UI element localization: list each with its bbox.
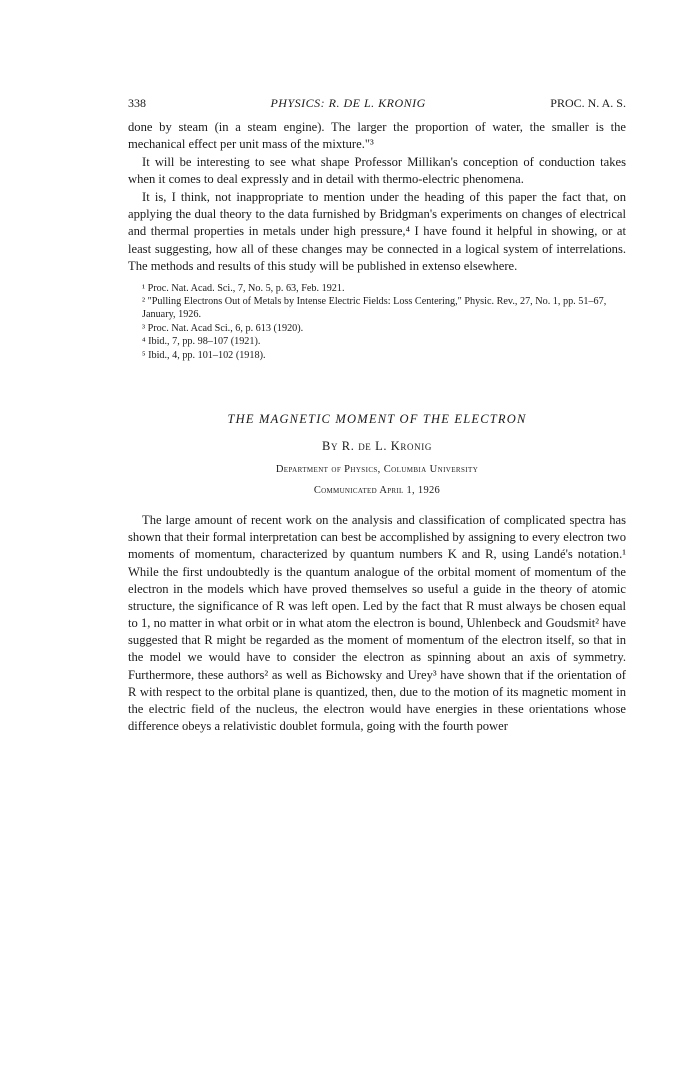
article-title: THE MAGNETIC MOMENT OF THE ELECTRON — [227, 412, 527, 427]
journal-page — [128, 96, 626, 735]
article-communicated-date: Communicated April 1, 1926 — [313, 485, 441, 497]
running-head-title: PHYSICS: R. DE L. KRONIG — [270, 96, 426, 110]
article-affiliation: Department of Physics, Columbia University — [275, 464, 479, 476]
journal-abbreviation: PROC. N. A. S. — [550, 96, 626, 110]
footnote: ⁵ Ibid., 4, pp. 101–102 (1918). — [142, 349, 266, 361]
footnote: ¹ Proc. Nat. Acad. Sci., 7, No. 5, p. 63, Feb. 1921. — [142, 282, 345, 294]
prev-article-paragraph: It will be interesting to see what shape Professor Millikan's conception of conduction takes when it comes to deal expressly and in detail with thermo-electric phenomena. — [128, 154, 626, 187]
page-number: 338 — [128, 96, 146, 110]
article-byline: By R. de L. Kronig — [322, 439, 432, 454]
running-head — [128, 96, 626, 111]
article-body-paragraph: The large amount of recent work on the analysis and classification of complicated spectra has shown that their formal interpretation can best be accomplished by assigning to every electron two moments of momentum, characterized by quantum numbers K and R, using Landé's notation.¹ While the first undoubtedly is the quantum analogue of the orbital moment of momentum of the electron in the models which have proved themselves so useful a guide in the theory of atomic structure, the significance of R was left open. Led by the fact that R must always be chosen equal to 1, no matter in what orbit or in what atom the electron is bound, Uhlenbeck and Goudsmit² have suggested that R might be regarded as the moment of momentum of the electron itself, so that in the model we would have to consider the electron as spinning about an axis of symmetry. Furthermore, these authors² as well as Bichowsky and Urey³ have shown that if the orientation of R with respect to the orbital plane is quantized, then, due to the motion of its magnetic moment in the electric field of the nucleus, the electron would have energies in these orientations whose difference obeys a relativistic doublet formula, going with the fourth power — [128, 513, 626, 733]
article-body — [128, 512, 626, 735]
footnote: ⁴ Ibid., 7, pp. 98–107 (1921). — [142, 336, 261, 348]
footnote: ² "Pulling Electrons Out of Metals by Intense Electric Fields: Loss Centering," Physic. Rev., 27, No. 1, pp. 51–67, January, 1926. — [142, 296, 607, 321]
prev-article-footnotes — [128, 282, 626, 362]
prev-article-paragraph: It is, I think, not inappropriate to mention under the heading of this paper the fact that, on applying the dual theory to the data furnished by Bridgman's experiments on changes of electrical and thermal properties in metals under high pressure,⁴ I have found it helpful in showing, or at least suggesting, how all of these changes may be connected in a logical system of interrelations. The methods and results of this study will be published in extenso elsewhere. — [128, 189, 626, 274]
prev-article-paragraph: done by steam (in a steam engine). The larger the proportion of water, the smaller is the mechanical effect per unit mass of the mixture."³ — [128, 120, 626, 152]
footnote: ³ Proc. Nat. Acad Sci., 6, p. 613 (1920). — [142, 322, 304, 334]
